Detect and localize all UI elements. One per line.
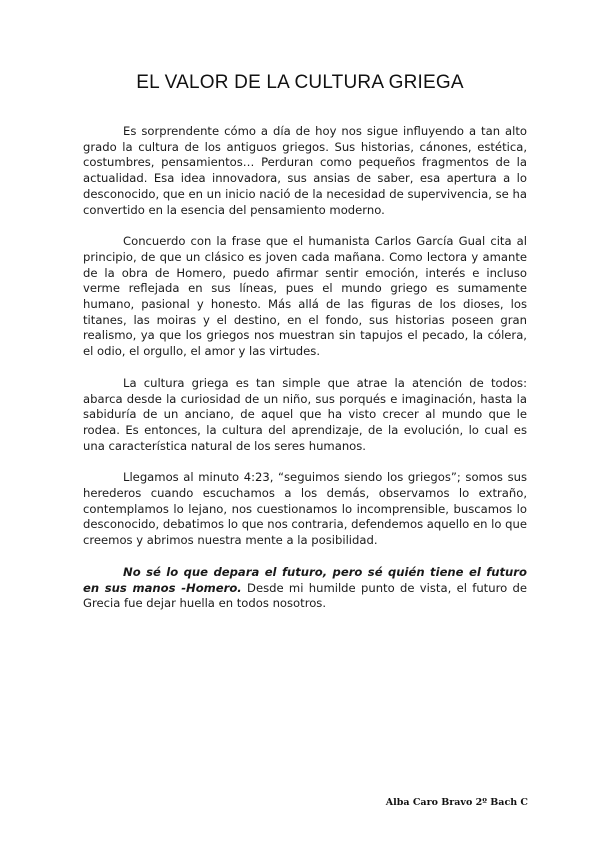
- essay-body: [83, 124, 527, 628]
- paragraph-4: Llegamos al minuto 4:23, “seguimos siendo los griegos”; somos sus herederos cuando escuchamos a los demás, observamos lo extraño, contemplamos lo lejano, nos cuestionamos lo incomprensible, buscamos lo desconocido, debatimos lo que nos contraria, defendemos aquello en lo que creemos y abrimos nuestra mente a la posibilidad.: [83, 470, 527, 548]
- paragraph-1: Es sorprendente cómo a día de hoy nos sigue influyendo a tan alto grado la cultura de los antiguos griegos. Sus historias, cánones, estética, costumbres, pensamientos… Perduran como pequeños fragmentos de la actualidad. Esa idea innovadora, sus ansias de saber, esa apertura a lo desconocido, que en un inicio nació de la necesidad de supervivencia, se ha convertido en la esencia del pensamiento moderno.: [83, 124, 527, 217]
- homer-quote: No sé lo que depara el futuro, pero sé quién tiene el futuro en sus manos -Homero.: [83, 564, 527, 595]
- paragraph-2: Concuerdo con la frase que el humanista Carlos García Gual cita al principio, de que un clásico es joven cada mañana. Como lectora y amante de la obra de Homero, puedo afirmar sentir emoción, interés e incluso verme reflejada en sus líneas, pues el mundo griego es sumamente humano, pasional y honesto. Más allá de las figuras de los dioses, los titanes, las moiras y el destino, en el fondo, sus historias poseen gran realismo, ya que los griegos nos muestran sin tapujos el pecado, la cólera, el odio, el orgullo, el amor y las virtudes.: [83, 234, 527, 359]
- page-title: EL VALOR DE LA CULTURA GRIEGA: [136, 72, 464, 93]
- closing-text: Desde mi humilde punto de vista, el futuro de Grecia fue dejar huella en todos nosotros.: [83, 580, 527, 611]
- paragraph-3: La cultura griega es tan simple que atrae la atención de todos: abarca desde la curiosidad de un niño, sus porqués e imaginación, hasta la sabiduría de un anciano, de aquel que ha visto crecer al mundo que le rodea. Es entonces, la cultura del aprendizaje, de la evolución, lo cual es una característica natural de los seres humanos.: [83, 375, 527, 453]
- author-signature: Alba Caro Bravo 2º Bach C: [385, 797, 528, 808]
- paragraph-5: [83, 565, 527, 612]
